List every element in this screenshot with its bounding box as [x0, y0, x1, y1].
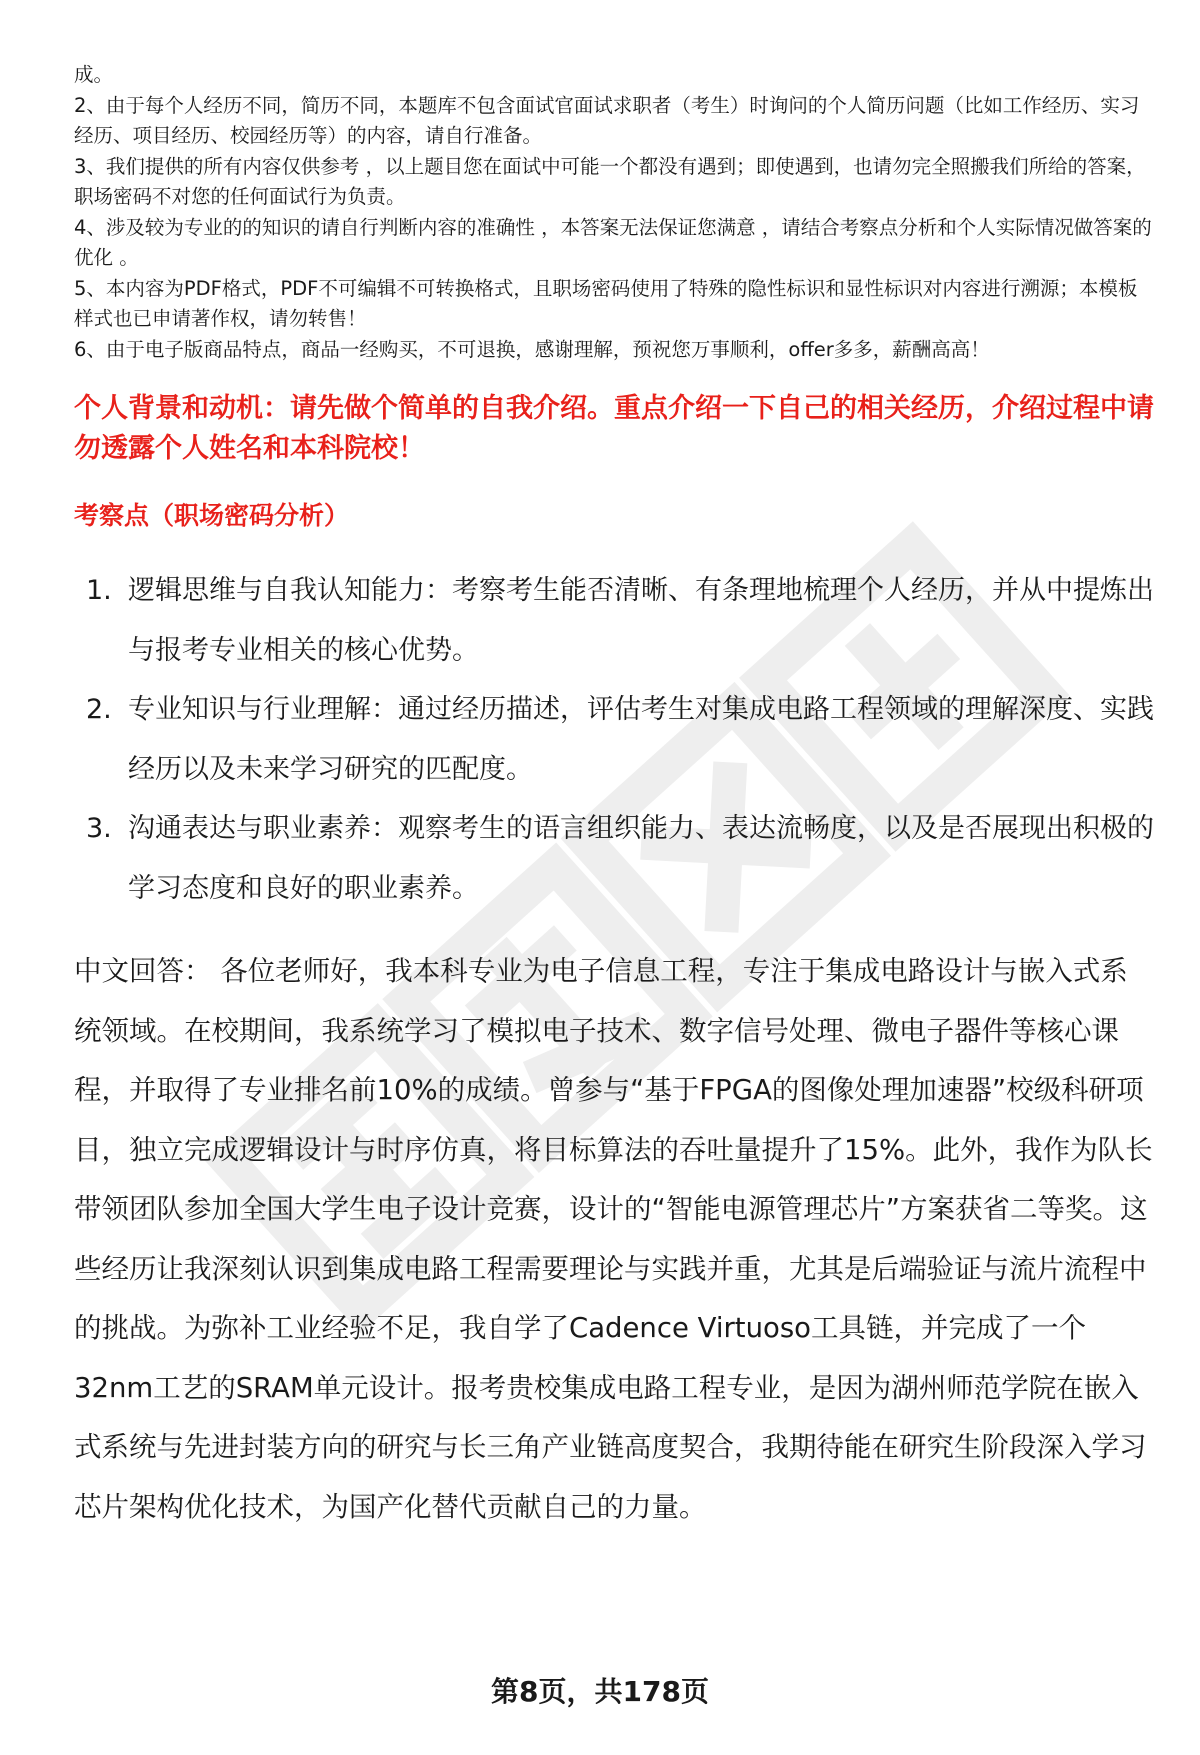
- assessment-points: [74, 561, 1154, 918]
- note-1: 2、由于每个人经历不同，简历不同，本题库不包含面试官面试求职者（考生）时询问的个人简历问题（比如工作经历、实习经历、项目经历、校园经历等）的内容，请自行准备。: [74, 93, 1140, 147]
- section-heading: 考察点（职场密码分析）: [74, 501, 350, 530]
- point-number: 3.: [86, 813, 112, 844]
- point-text: 逻辑思维与自我认知能力：考察考生能否清晰、有条理地梳理个人经历，并从中提炼出与报考专业相关的核心优势。: [128, 575, 1154, 666]
- note-4: 5、本内容为PDF格式，PDF不可编辑不可转换格式，且职场密码使用了特殊的隐性标识和显性标识对内容进行溯源；本模板样式也已申请著作权，请勿转售！: [74, 276, 1138, 330]
- point-item: [74, 561, 1154, 680]
- point-text: 专业知识与行业理解：通过经历描述，评估考生对集成电路工程领域的理解深度、实践经历以及未来学习研究的匹配度。: [128, 694, 1154, 785]
- note-0: 成。: [74, 63, 114, 86]
- point-number: 1.: [86, 575, 112, 606]
- question-title: 个人背景和动机：请先做个简单的自我介绍。重点介绍一下自己的相关经历，介绍过程中请勿透露个人姓名和本科院校！: [74, 393, 1154, 464]
- document-page: [74, 60, 1154, 1537]
- note-2: 3、我们提供的所有内容仅供参考 ，以上题目您在面试中可能一个都没有遇到；即使遇到，也请勿完全照搬我们所给的答案，职场密码不对您的任何面试行为负责。: [74, 154, 1146, 208]
- page-number-footer: 第8页，共178页: [491, 1675, 709, 1708]
- point-number: 2.: [86, 694, 112, 725]
- point-text: 沟通表达与职业素养：观察考生的语言组织能力、表达流畅度，以及是否展现出积极的学习态度和良好的职业素养。: [128, 813, 1154, 904]
- point-item: [74, 799, 1154, 918]
- disclaimer-notes: [74, 60, 1154, 365]
- point-item: [74, 680, 1154, 799]
- note-3: 4、涉及较为专业的的知识的请自行判断内容的准确性 ，本答案无法保证您满意 ，请结合考察点分析和个人实际情况做答案的优化 。: [74, 215, 1152, 269]
- answer-paragraph: 中文回答： 各位老师好，我本科专业为电子信息工程，专注于集成电路设计与嵌入式系统领域。在校期间，我系统学习了模拟电子技术、数字信号处理、微电子器件等核心课程，并取得了专业排名前10%的成绩。曾参与“基于FPGA的图像处理加速器”校级科研项目，独立完成逻辑设计与时序仿真，将目标算法的吞吐量提升了15%。此外，我作为队长带领团队参加全国大学生电子设计竞赛，设计的“智能电源管理芯片”方案获省二等奖。这些经历让我深刻认识到集成电路工程需要理论与实践并重，尤其是后端验证与流片流程中的挑战。为弥补工业经验不足，我自学了Cadence Virtuoso工具链，并完成了一个32nm工艺的SRAM单元设计。报考贵校集成电路工程专业，是因为湖州师范学院在嵌入式系统与先进封装方向的研究与长三角产业链高度契合，我期待能在研究生阶段深入学习芯片架构优化技术，为国产化替代贡献自己的力量。: [74, 955, 1153, 1523]
- note-5: 6、由于电子版商品特点，商品一经购买，不可退换，感谢理解，预祝您万事顺利，offer多多，薪酬高高！: [74, 337, 990, 361]
